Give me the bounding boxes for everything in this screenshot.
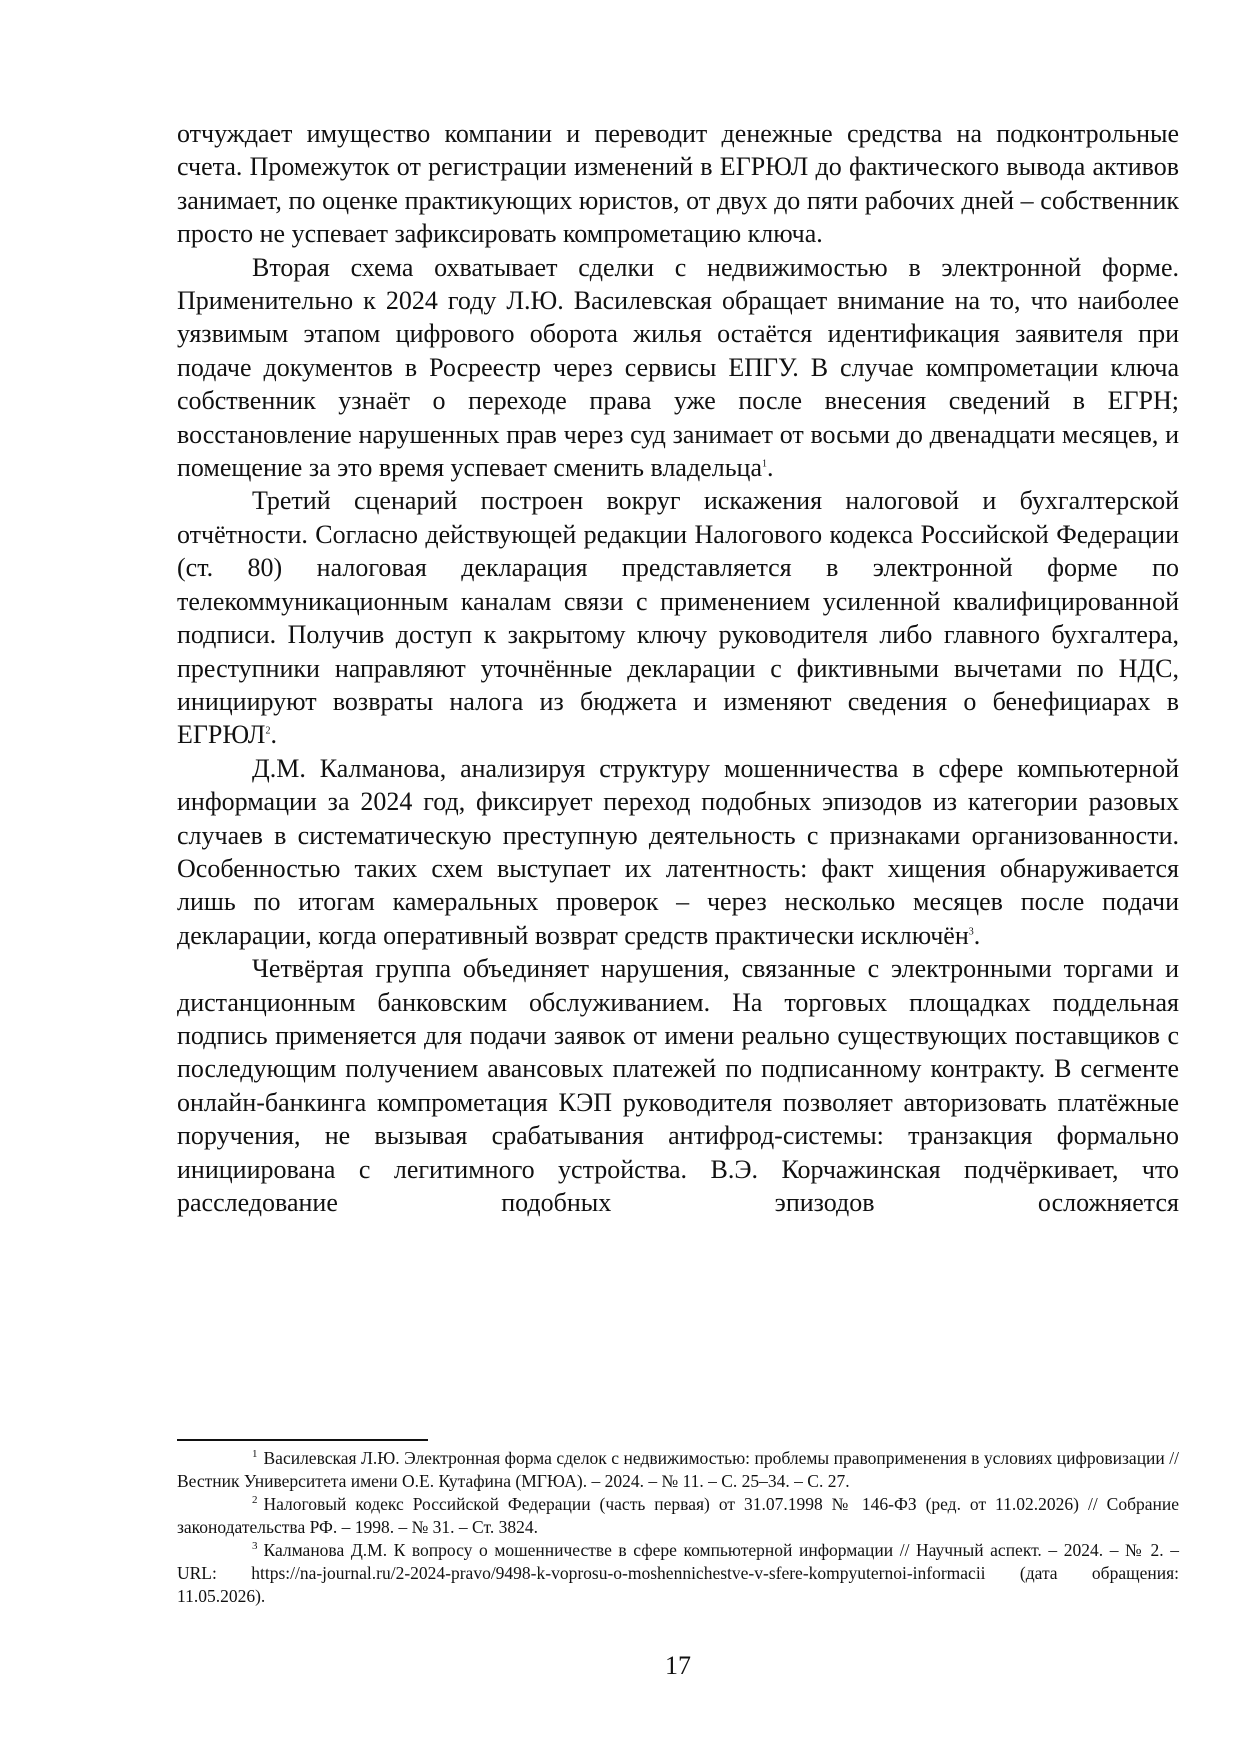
footnote-1 [177,1447,1179,1493]
footnote-ref-3[interactable]: 3 [968,926,974,938]
page-body [177,117,1179,1219]
paragraph-real-estate-scheme [177,251,1179,485]
footnote-number: 1 [252,1448,258,1461]
paragraph-text: Вторая схема охватывает сделки с недвижимостью в электронной форме. Применительно к 2024 году Л.Ю. Василевская обращает внимание на то, что наиболее уязвимым этапом цифрового оборота жилья остаётся идентификация заявителя при подаче документов в Росреестр через сервисы ЕПГУ. В случае компрометации ключа собственник узнаёт о переходе права уже после внесения сведений в ЕГРН; восстановление нарушенных прав через суд занимает от восьми до двенадцати месяцев, и помещение за это время успевает сменить владельца [177,252,1179,483]
footnote-separator [177,1439,428,1441]
footnote-ref-2[interactable]: 2 [265,725,271,737]
footnote-3 [177,1539,1179,1608]
footnote-number: 3 [252,1540,258,1553]
paragraph-end: . [270,720,277,750]
paragraph-continuation: отчуждает имущество компании и переводит денежные средства на подконтрольные счета. Промежуток от регистрации изменений в ЕГРЮЛ до фактического вывода активов занимает, по оценке практикующих юристов, от двух до пяти рабочих дней – собственник просто не успевает зафиксировать компрометацию ключа. [177,119,1179,249]
footnotes-section [177,1439,1179,1608]
paragraph-end: . [973,920,981,950]
paragraph-kalmanova [177,752,1179,952]
footnote-text: Налоговый кодекс Российской Федерации (часть первая) от 31.07.1998 № 146-ФЗ (ред. от 11.02.2026) // Собрание законодательства РФ. – 1998. – № 31. – Ст. 3824. [177,1494,1179,1537]
paragraph-text: Д.М. Калманова, анализируя структуру мошенничества в сфере компьютерной информации за 2024 год, фиксирует переход подобных эпизодов из категории разовых случаев в систематическую преступную деятельность с признаками организованности. Особенностью таких схем выступает их латентность: факт хищения обнаруживается лишь по итогам камеральных проверок – через несколько месяцев после подачи декларации, когда оперативный возврат средств практически исключён [177,753,1179,950]
paragraph-tax-scheme [177,484,1179,751]
footnote-ref-1[interactable]: 1 [762,458,768,470]
footnote-text: Калманова Д.М. К вопросу о мошенничестве в сфере компьютерной информации // Научный аспект. – 2024. – № 2. – URL: https://na-journal.ru/2-2024-pravo/9498-k-voprosu-o-moshennichestve-v-sfere-kompyuternoi-informacii (дата обращения: 11.05.2026). [177,1540,1179,1606]
paragraph-end: . [767,453,774,483]
footnote-number: 2 [252,1494,258,1507]
footnote-text: Василевская Л.Ю. Электронная форма сделок с недвижимостью: проблемы правоприменения в условиях цифровизации // Вестник Университета имени О.Е. Кутафина (МГЮА). – 2024. – № 11. – С. 25–34. – С. 27. [177,1448,1179,1491]
page-number: 17 [665,1651,691,1680]
paragraph-text: Третий сценарий построен вокруг искажения налоговой и бухгалтерской отчётности. Согласно действующей редакции Налогового кодекса Российской Федерации (ст. 80) налоговая декларация представляется в электронной форме по телекоммуникационным каналам связи с применением усиленной квалифицированной подписи. Получив доступ к закрытому ключу руководителя либо главного бухгалтера, преступники направляют уточнённые декларации с фиктивными вычетами по НДС, инициируют возвраты налога из бюджета и изменяют сведения о бенефициарах в ЕГРЮЛ [177,486,1179,750]
footnote-2 [177,1493,1179,1539]
paragraph-trading-banking: Четвёртая группа объединяет нарушения, связанные с электронными торгами и дистанционным банковским обслуживанием. На торговых площадках поддельная подпись применяется для подачи заявок от имени реально существующих поставщиков с последующим получением авансовых платежей по подписанному контракту. В сегменте онлайн-банкинга компрометация КЭП руководителя позволяет авторизовать платёжные поручения, не вызывая срабатывания антифрод-системы: транзакция формально инициирована с легитимного устройства. В.Э. Корчажинская подчёркивает, что расследование подобных эпизодов осложняется [177,954,1179,1217]
